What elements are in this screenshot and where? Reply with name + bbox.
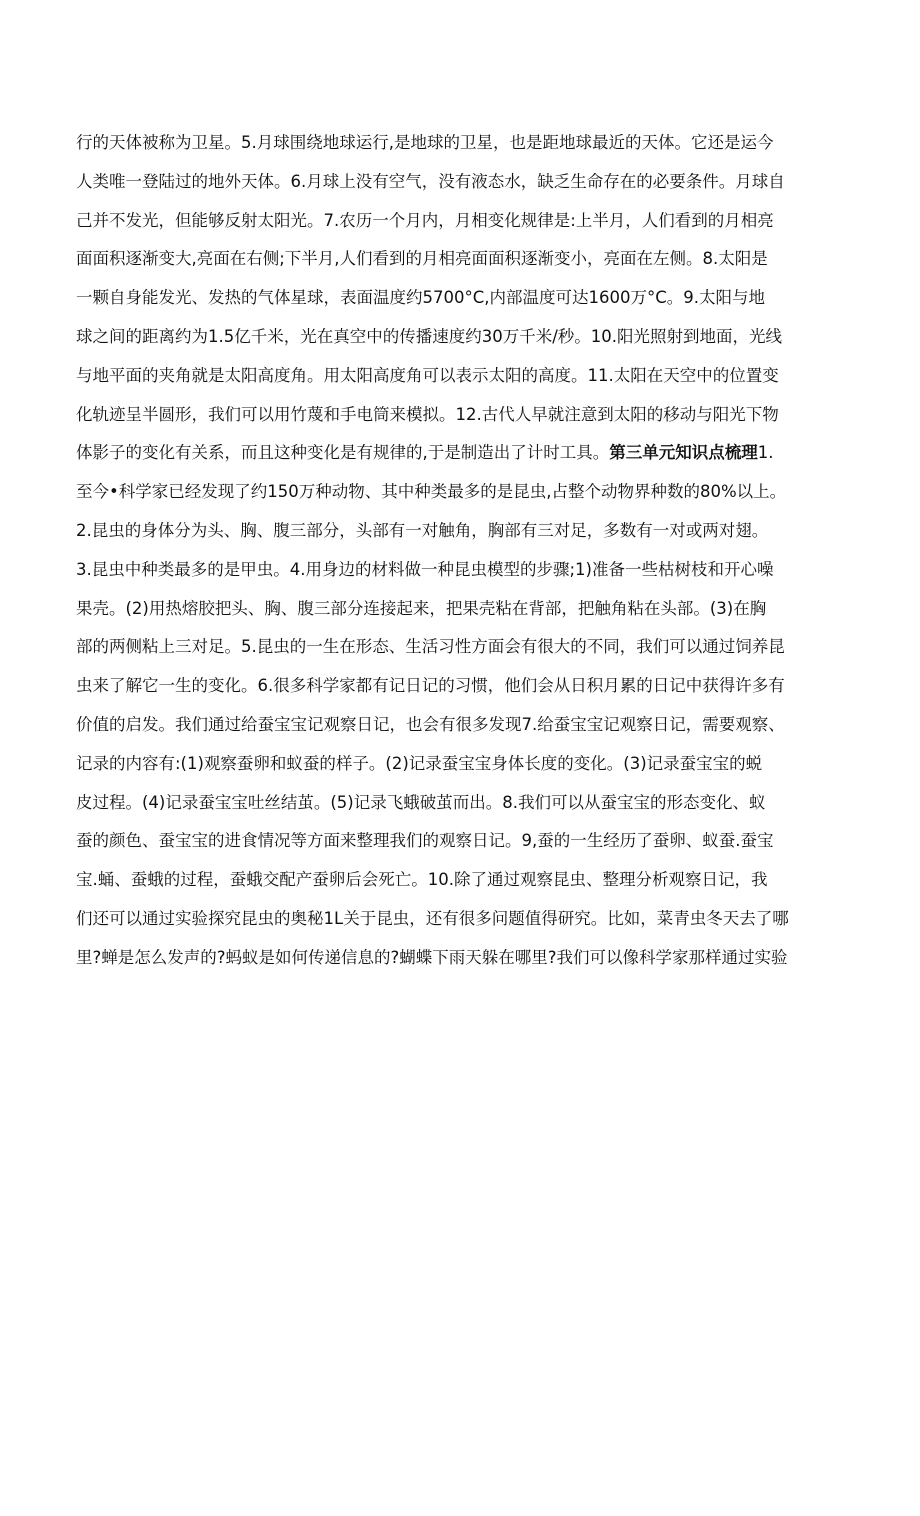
text-line-16: 价值的启发。我们通过给蚕宝宝记观察日记，也会有很多发现7.给蚕宝宝记观察日记，需要观察、 bbox=[76, 714, 785, 734]
text-line-7: 与地平面的夹角就是太阳高度角。用太阳高度角可以表示太阳的高度。11.太阳在天空中的位置变 bbox=[76, 365, 779, 385]
text-line-19: 蚕的颜色、蚕宝宝的进食情况等方面来整理我们的观察日记。9,蚕的一生经历了蚕卵、蚁蚕.蚕宝 bbox=[76, 831, 774, 851]
text-line-6: 球之间的距离约为1.5亿千米，光在真空中的传播速度约30万千米/秒。10.阳光照射到地面，光线 bbox=[76, 326, 783, 346]
text-line-13: 果壳。(2)用热熔胶把头、胸、腹三部分连接起来，把果壳粘在背部，把触角粘在头部。(3)在胸 bbox=[76, 598, 767, 618]
text-line-1: 行的天体被称为卫星。5.月球围绕地球运行,是地球的卫星，也是距地球最近的天体。它还是运今 bbox=[76, 133, 774, 152]
text-line-3: 己并不发光，但能够反射太阳光。7.农历一个月内，月相变化规律是:上半月，人们看到的月相亮 bbox=[76, 210, 774, 230]
text-line-10: 至今•科学家已经发现了约150万种动物、其中种类最多的是昆虫,占整个动物界种数的80%以上。 bbox=[76, 482, 787, 502]
text-line-9 bbox=[76, 434, 846, 473]
text-line-12: 3.昆虫中种类最多的是甲虫。4.用身边的材料做一种昆虫模型的步骤;1)准备一些枯树枝和开心噪 bbox=[76, 559, 774, 579]
text-line-17: 记录的内容有:(1)观察蚕卵和蚁蚕的样子。(2)记录蚕宝宝身体长度的变化。(3)记录蚕宝宝的蜕 bbox=[76, 753, 763, 773]
text-line-14: 部的两侧粘上三对足。5.昆虫的一生在形态、生活习性方面会有很大的不同，我们可以通过饲养昆 bbox=[76, 637, 785, 657]
text-line-15: 虫来了解它一生的变化。6.很多科学家都有记日记的习惯，他们会从日积月累的日记中获得许多有 bbox=[76, 676, 785, 696]
text-line-21: 们还可以通过实验探究昆虫的奥秘1L关于昆虫，还有很多问题值得研究。比如，菜青虫冬天去了哪 bbox=[76, 908, 789, 928]
text-line-9-end: 1. bbox=[757, 443, 774, 463]
text-line-18: 皮过程。(4)记录蚕宝宝吐丝结茧。(5)记录飞蛾破茧而出。8.我们可以从蚕宝宝的形态变化、蚁 bbox=[76, 792, 766, 812]
text-line-11: 2.昆虫的身体分为头、胸、腹三部分，头部有一对触角，胸部有三对足，多数有一对或两对翅。 bbox=[76, 520, 769, 540]
text-line-8: 化轨迹呈半圆形，我们可以用竹蔑和手电筒来模拟。12.古代人早就注意到太阳的移动与阳光下物 bbox=[76, 404, 779, 424]
text-line-4: 面面积逐渐变大,亮面在右侧;下半月,人们看到的月相亮面面积逐渐变小，亮面在左侧。8.太阳是 bbox=[76, 249, 768, 269]
unit-three-heading: 第三单元知识点梳理 bbox=[609, 443, 758, 463]
text-line-9-start: 体影子的变化有关系，而且这种变化是有规律的,于是制造出了计时工具。 bbox=[76, 443, 610, 463]
text-line-2: 人类唯一登陆过的地外天体。6.月球上没有空气，没有液态水，缺乏生命存在的必要条件。月球自 bbox=[76, 171, 785, 191]
body-text bbox=[76, 124, 846, 978]
text-line-20: 宝.蛹、蚕蛾的过程，蚕蛾交配产蚕卵后会死亡。10.除了通过观察昆虫、整理分析观察日记，我 bbox=[76, 870, 768, 890]
text-line-22: 里?蝉是怎么发声的?蚂蚁是如何传递信息的?蝴蝶下雨天躲在哪里?我们可以像科学家那样通过实验 bbox=[76, 947, 788, 967]
text-line-5: 一颗自身能发光、发热的气体星球，表面温度约5700°C,内部温度可达1600万°C。9.太阳与地 bbox=[76, 288, 766, 308]
